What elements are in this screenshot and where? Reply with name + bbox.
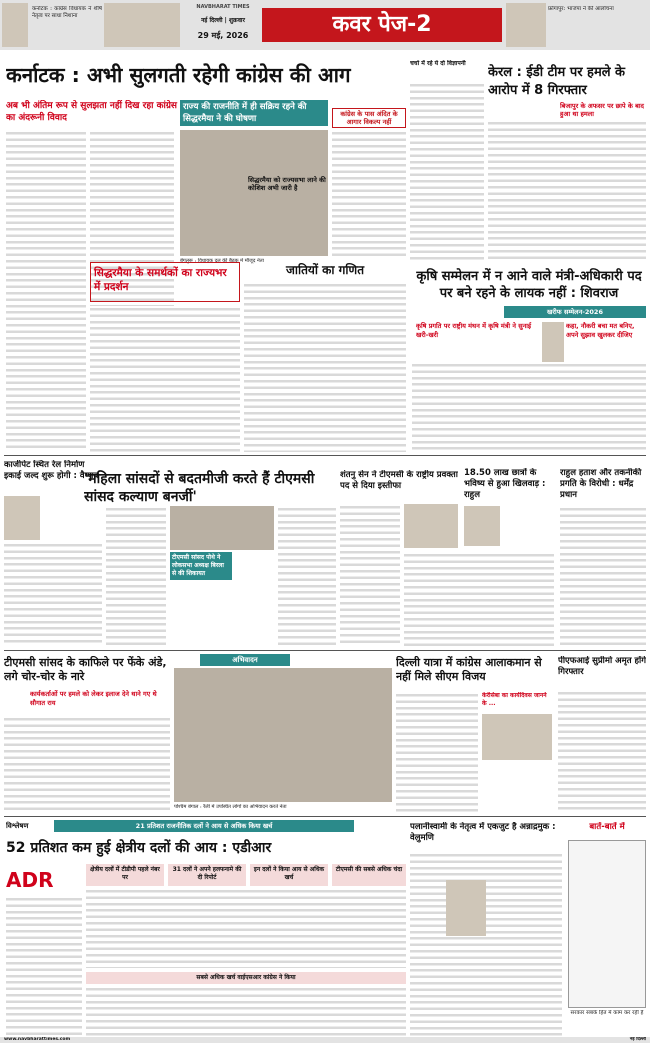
adr-headline: 52 प्रतिशत कम हुई क्षेत्रीय दलों की आय : एडीआर [6,840,272,856]
palanisamy-photo [446,880,486,936]
lead-sub-1: अब भी अंतिम रूप से सुलझता नहीं दिख रहा कांग्रेस का अंदरूनी विवाद [6,101,178,123]
women-body-2 [278,506,336,646]
women-photo [170,506,274,550]
adr-box-2: 31 दलों ने अपने हलफनामे की दी रिपोर्ट [168,864,246,886]
krishi-body [412,362,646,452]
page-title-bar [262,8,502,42]
row-rule-3 [4,816,646,817]
kazipet-body [4,542,102,646]
adr-bottom-strip: सबसे अधिक खर्च वाईएसआर कांग्रेस ने किया [86,972,406,984]
women-headline: 'महिला सांसदों से बदतमीजी करते हैं टीएमसी सांसद कल्याण बनर्जी' [84,471,315,505]
rahul1-headline: 18.50 लाख छात्रों के भविष्य से हुआ खिलवाड़ : राहुल [464,468,546,500]
lead-photo-caption: बेंगलुरू : विधायक दल की बैठक में मौजूद नेता [180,258,264,264]
ear-right-photo [506,3,546,47]
delhi-photo [482,714,552,760]
masthead-small: NAVBHARAT TIMES [196,4,250,10]
adr-body-1 [6,896,82,1036]
kerala-headline: केरल : ईडी टीम पर हमले के आरोप में 8 गिरफ्तार [488,65,626,98]
ear-right-text: फ्रोगापुर: भाजपा ने की आलोचना [548,6,614,12]
footer-left: www.navbharattimes.com [4,1037,71,1042]
lead-body-1 [6,130,86,450]
palanisamy-headline: पलानीस्वामी के नेतृत्व में एकजुट है अन्नाद्रमुक : वेलुमणि [410,822,556,843]
rahul1-body [404,552,554,646]
adr-box-4: टीएमसी की सबसे अधिक चंदा [332,864,406,886]
delhi-sub: केरीसेबा का कार्यदिवस जानने के ... [482,692,547,707]
women-photo-caption: टीएमसी सांसद पोथे ने लोकसभा अध्यक्ष बिरला से की शिकायत [170,552,232,580]
cartoon-art [568,840,646,1008]
adr-box-3: इन दलों ने किया आय से अधिक खर्च [250,864,328,886]
shatanu-body [340,504,400,646]
row-rule-1 [4,455,646,456]
rahul1-photo [464,506,500,546]
footer-right: नई दिल्ली [629,1037,646,1042]
adr-body-3 [86,986,406,1036]
lead-photo [180,130,328,256]
lead-side-head: कांग्रेस के पास अंदित के आगार विकल्प नहीं [332,108,406,128]
jati-body [244,282,406,452]
lead-side2-head: सिद्धरमैया को राज्यसभा लाने की कोशिश अभी जारी है [248,176,326,192]
sidd-headline: सिद्धरमैया के समर्थकों का राज्यभर में प्रदर्शन [90,262,240,302]
adr-box-1: क्षेत्रीय दलों में टीडीपी पहले नंबर पर [86,864,164,886]
kerala-body [488,120,646,262]
krishi-photo [542,322,564,362]
abhivadan-photo [174,668,392,802]
right-col-body [410,82,484,262]
abhivadan-caption: पश्चिम बंगाल : रैली में उपस्थित लोगों का अभिवादन करते नेता [174,804,287,810]
right-col-head: चर्चा में रहे ये दो विज्ञापनी [410,60,466,67]
kerala-sub: बिजापुर के अफसर पर छापे के बाद हुआ था हमला [560,102,644,118]
adr-body-2 [86,888,406,968]
ear-left-photo-2 [104,3,180,47]
krishi-q1: कृषि प्रगति पर राष्ट्रीय मंथन में कृषि मंत्री ने सुनाई खरी-खरी [416,322,532,339]
sidd-body [90,306,240,452]
kazipet-headline: काजीपेट स्थित रेल निर्माण इकाई जल्द शुरू होगी : वैष्णव [4,460,99,481]
page-title: कवर पेज-2 [332,12,432,37]
abhivadan-label: अभिवादन [200,654,290,666]
delhi-headline: दिल्ली यात्रा में कांग्रेस आलाकमान से नहीं मिले सीएम विजय [396,656,542,683]
kazipet-photo [4,496,40,540]
tmc-convoy-body [4,716,170,812]
lead-headline: कर्नाटक : अभी सुलगती रहेगी कांग्रेस की आग [6,63,351,87]
ear-left-photo [2,3,28,47]
cartoon-caption: सरकार सबके हित में काम कर रही है [570,1010,644,1016]
tmc-convoy-sub: कार्यकर्ताओं पर हमले को लेकर इलाज देने थाने गए थे सौगात राय [30,690,157,707]
ear-left-text: कर्नाटक : कांग्रेस विधायक ने शीर्ष नेतृत्व पर साधा निशाना [32,6,102,19]
jati-headline: जातियों का गणित [285,263,365,277]
adr-logo: ADR [6,868,54,892]
masthead [0,0,650,50]
adr-strap: 21 प्रतिशत राजनीतिक दलों ने आय से अधिक किया खर्च [54,820,354,832]
lead-sub-2: राज्य की राजनीति में ही सक्रिय रहने की सिद्धरमैया ने की घोषणा [180,100,328,126]
rahul2-headline: राहुल हताश और तकनीकी प्रगति के विरोधी : धर्मेंद्र प्रधान [560,468,642,500]
tmc-convoy-headline: टीएमसी सांसद के काफिले पर फेंके अंडे, लगे चोर-चोर के नारे [4,656,167,683]
delhi-body [396,692,478,812]
palanisamy-body [410,852,562,1036]
adr-kicker: विश्लेषण [6,822,29,830]
krishi-tag: खरीफ सम्मेलन-2026 [504,306,646,318]
women-body-1 [106,506,166,646]
cartoon-title: बातें-बातें में [589,822,625,832]
krishi-headline: कृषि सम्मेलन में न आने वाले मंत्री-अधिकारी पद पर बने रहने के लायक नहीं : शिवराज [416,269,642,301]
pfi-headline: पीएफआई सुप्रीमो अमृत होंगे गिरफ्तार [558,656,646,677]
shatanu-photo [404,504,458,548]
footer [0,1037,650,1043]
lead-side-body [332,130,406,258]
pfi-body [558,690,646,812]
shatanu-headline: शंतनु सेन ने टीएमसी के राष्ट्रीय प्रवक्ता पद से दिया इस्तीफा [340,470,458,491]
masthead-date: 29 मई, 2026 [197,31,249,40]
masthead-day: नई दिल्ली | शुक्रवार [201,17,245,24]
rahul2-body [560,506,646,646]
row-rule-2 [4,650,646,651]
krishi-q2: कहा, नौकरी बचा मत बनिए, अपने सुझाव खुलकर दीजिए [566,322,635,339]
